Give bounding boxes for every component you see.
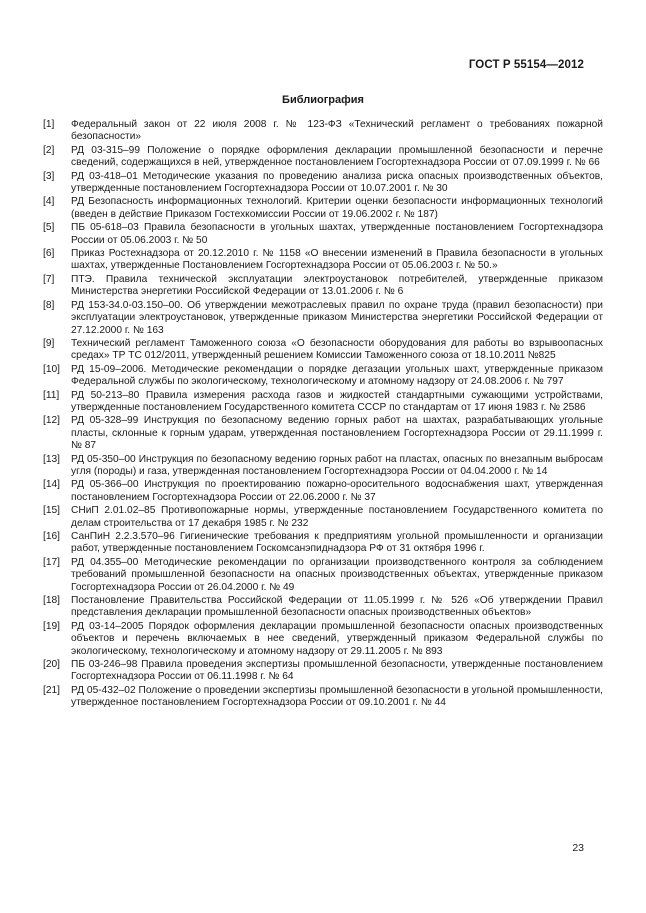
bibliography-item-number: [17] [43,556,60,568]
bibliography-item-number: [2] [43,144,55,156]
bibliography-item-number: [13] [43,453,60,465]
bibliography-item-text: Технический регламент Таможенного союза «О безопасности оборудования для работы во взрывоопасных средах» ТР ТС 012/2011, утвержденный решением Комиссии Таможенного союза от 18.10.2011 №825 [71,337,603,362]
bibliography-item-number: [20] [43,659,60,671]
bibliography-item [43,145,603,170]
bibliography-item [43,338,603,363]
bibliography-item-number: [4] [43,196,55,208]
bibliography-item [43,222,603,247]
bibliography-item-number: [10] [43,363,60,375]
bibliography-item-text: РД 05-350–00 Инструкция по безопасному ведению горных работ на пластах, опасных по внезапным выбросам угля (породы) и газа, утвержденная постановлением Госгортехнадзора России от 04.04.2000 г. № 14 [71,453,603,477]
bibliography-item-text: РД 03-315–99 Положение о порядке оформления декларации промышленной безопасности и перечне сведений, содержащихся в ней, утвержденное постановлением Госгортехнадзора России от 07.09.1999 г. № 66 [71,144,603,169]
bibliography-item-text: РД 04.355–00 Методические рекомендации по организации производственного контроля за соблюдением требований промышленной безопасности на опасных производственных объектах, утвержденные приказом Госгортехнадзора России от 26.04.2000 г. № 49 [71,556,603,593]
bibliography-item-number: [14] [43,479,60,491]
bibliography-item [43,119,603,144]
bibliography-item-text: ПБ 03-246–98 Правила проведения экспертизы промышленной безопасности, утвержденные постановлением Госгортехнадзора России от 06.11.1998 г. № 64 [71,659,603,683]
bibliography-item [43,531,603,556]
bibliography-item-number: [1] [43,119,55,130]
bibliography-item [43,248,603,273]
bibliography-item-text: РД 50-213–80 Правила измерения расхода газов и жидкостей стандартными сужающими устройствами, утвержденные постановлением Государственного комитета СССР по стандартам от 17 июня 1983 г. № 2586 [71,389,603,413]
bibliography-item-number: [21] [43,684,60,696]
bibliography-item [43,685,603,710]
bibliography-item-text: Постановление Правительства Российской Федерации от 11.05.1999 г. № 526 «Об утверждении Правил представления декларации промышленной безопасности опасных производственных объектов» [71,595,603,619]
page-number: 23 [572,842,584,854]
bibliography-item-number: [8] [43,299,55,311]
bibliography-item-text: РД 15-09–2006. Методические рекомендации о порядке дегазации угольных шахт, утвержденные приказом Федеральной службы по экологическому, технологическому и атомному надзору от 24.08.2006 г. № 797 [71,363,603,388]
bibliography-list [43,119,603,711]
standard-code: ГОСТ Р 55154—2012 [468,59,584,71]
bibliography-item-number: [6] [43,248,55,260]
bibliography-item [43,621,603,658]
bibliography-item [43,505,603,530]
bibliography-item-text: СНиП 2.01.02–85 Противопожарные нормы, утвержденные постановлением Государственного комитета по делам строительства от 17 декабря 1985 г. № 232 [71,505,603,529]
bibliography-item-number: [12] [43,415,60,427]
bibliography-item [43,390,603,415]
bibliography-item [43,454,603,479]
bibliography-item-text: РД 05-432–02 Положение о проведении экспертизы промышленной безопасности в угольной промышленности, утвержденное постановлением Госгортехнадзора России от 09.10.2001 г. № 44 [71,684,603,709]
bibliography-item-number: [18] [43,595,60,607]
bibliography-item-text: Приказ Ростехнадзора от 20.12.2010 г. № 1158 «О внесении изменений в Правила безопасности в угольных шахтах, утвержденные Постановлением Госгортехнадзора России от 05.06.2003 г. № 50.» [71,248,603,272]
bibliography-item [43,595,603,620]
bibliography-item-number: [9] [43,337,55,349]
bibliography-item [43,415,603,452]
bibliography-item-number: [16] [43,531,60,542]
bibliography-item-text: ПТЭ. Правила технической эксплуатации электроустановок потребителей, утвержденные приказом Министерства энергетики Российской Федерации от 13.01.2006 г. № 6 [71,273,603,298]
bibliography-item-text: РД 03-418–01 Методические указания по проведению анализа риска опасных производственных объектов, утвержденные постановлением Госгортехнадзора России от 10.07.2001 г. № 30 [71,170,603,195]
bibliography-item-text: РД 05-366–00 Инструкция по проектированию пожарно-оросительного водоснабжения шахт, утвержденная постановлением Госгортехнадзора России от 22.06.2000 г. № 37 [71,479,603,503]
bibliography-item-text: РД 03-14–2005 Порядок оформления декларации промышленной безопасности опасных производственных объектов и перечень включаемых в нее сведений, утвержденный приказом Федеральной службы по экологическому, технологическому и атомному надзору от 29.11.2005 г. № 893 [71,620,603,657]
bibliography-item-text: Федеральный закон от 22 июля 2008 г. № 123-ФЗ «Технический регламент о требованиях пожарной безопасности» [71,119,603,143]
bibliography-item [43,479,603,504]
bibliography-item-text: СанПиН 2.2.3.570–96 Гигиенические требования к предприятиям угольной промышленности и организации работ, утвержденные постановлением Госкомсанэпиднадзора РФ от 31 октября 1996 г. [71,531,603,555]
section-title: Библиография [282,94,364,106]
bibliography-item [43,196,603,221]
bibliography-item-text: РД 153-34.0-03.150–00. Об утверждении межотраслевых правил по охране труда (правил безопасности) при эксплуатации электроустановок, утвержденные приказом Министерства энергетики Российской Федерации от 27.12.2000 г. № 163 [71,299,603,336]
bibliography-item-number: [15] [43,505,60,517]
bibliography-item-number: [3] [43,170,55,182]
bibliography-item [43,364,603,389]
bibliography-item-number: [11] [43,389,60,401]
bibliography-item [43,659,603,684]
bibliography-item-number: [19] [43,620,60,632]
bibliography-item [43,274,603,299]
bibliography-item [43,557,603,594]
bibliography-item [43,171,603,196]
bibliography-item-text: РД 05-328–99 Инструкция по безопасному ведению горных работ на шахтах, разрабатывающих угольные пласты, склонные к горным ударам, утвержденная постановлением Госгортехнадзора России от 29.11.1999 г. № 87 [71,415,603,452]
bibliography-item-number: [7] [43,273,55,285]
bibliography-item-text: ПБ 05-618–03 Правила безопасности в угольных шахтах, утвержденные постановлением Госгортехнадзора России от 05.06.2003 г. № 50 [71,222,603,246]
bibliography-item-number: [5] [43,222,55,234]
bibliography-item [43,300,603,337]
bibliography-item-text: РД Безопасность информационных технологий. Критерии оценки безопасности информационных технологий (введен в действие Приказом Гостехкомиссии России от 19.06.2002 г. № 187) [71,196,603,220]
